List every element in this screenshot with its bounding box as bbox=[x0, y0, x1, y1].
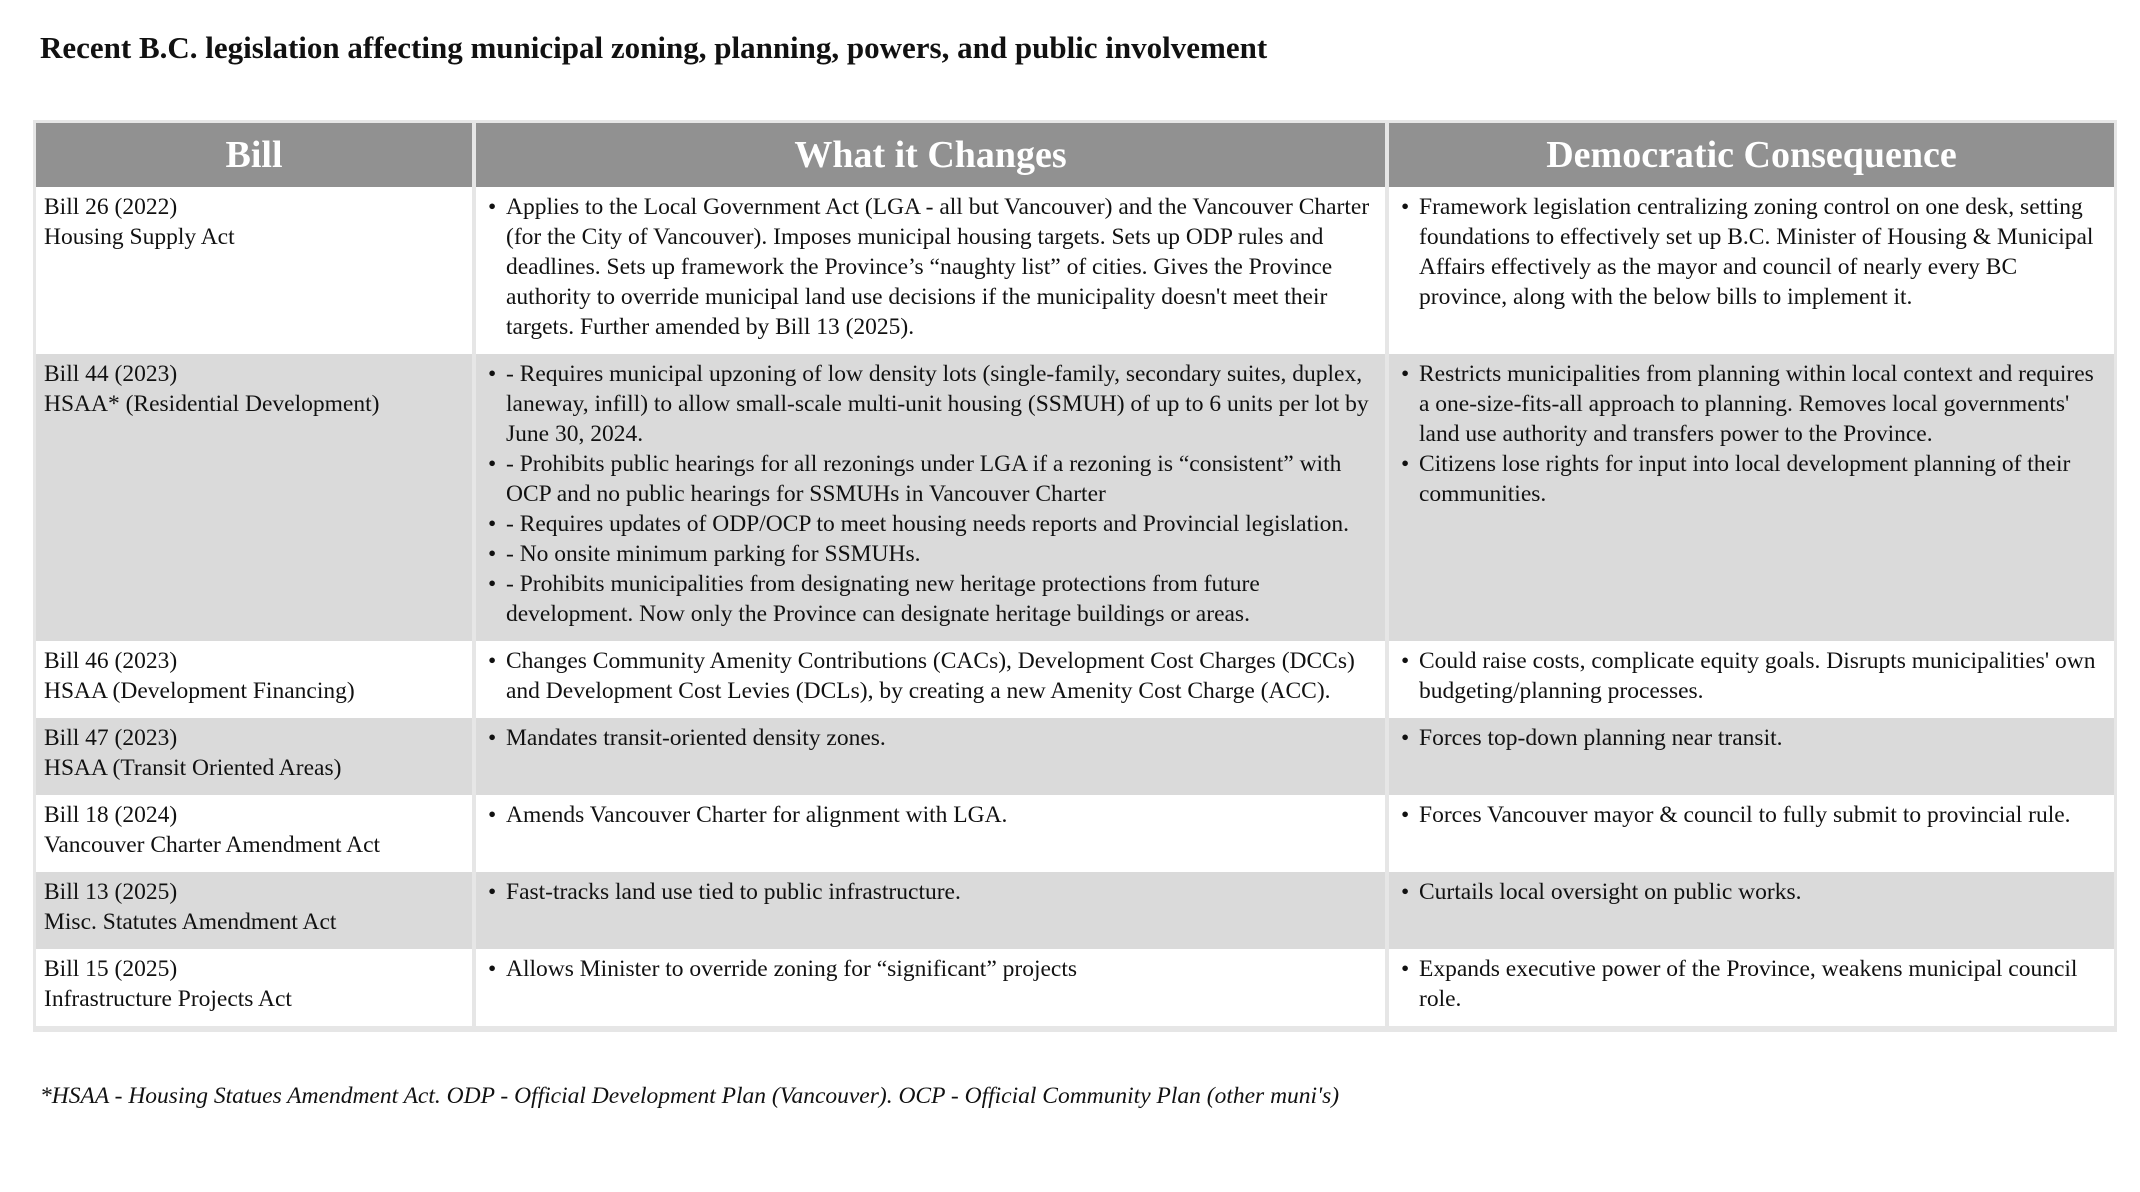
changes-cell bbox=[476, 641, 1389, 718]
change-bullet: • - Requires updates of ODP/OCP to meet housing needs reports and Provincial legislation. bbox=[484, 509, 1377, 539]
bill-number: Bill 15 (2025) bbox=[44, 956, 178, 982]
bill-name: HSAA (Development Financing) bbox=[44, 678, 355, 704]
changes-cell bbox=[476, 872, 1389, 949]
bill-name: Misc. Statutes Amendment Act bbox=[44, 909, 337, 935]
bill-cell bbox=[36, 641, 476, 718]
bill-name: Housing Supply Act bbox=[44, 224, 235, 250]
change-bullet: • - Prohibits municipalities from designating new heritage protections from future development. Now only the Province can designate heritage buildings or areas. bbox=[484, 569, 1377, 629]
change-bullet: • Allows Minister to override zoning for “significant” projects bbox=[484, 954, 1377, 984]
consequence-cell bbox=[1389, 949, 2114, 1029]
table-row bbox=[36, 795, 2114, 872]
consequence-cell bbox=[1389, 641, 2114, 718]
column-header-bill: Bill bbox=[36, 123, 476, 187]
change-bullet: • Mandates transit-oriented density zones. bbox=[484, 723, 1377, 753]
consequence-cell-list bbox=[1397, 800, 2106, 830]
table-row bbox=[36, 641, 2114, 718]
table-row bbox=[36, 187, 2114, 354]
consequence-cell-list bbox=[1397, 877, 2106, 907]
bill-number: Bill 13 (2025) bbox=[44, 879, 178, 905]
legislation-table bbox=[33, 120, 2117, 1032]
consequence-bullet: • Forces Vancouver mayor & council to fully submit to provincial rule. bbox=[1397, 800, 2106, 830]
bill-number: Bill 18 (2024) bbox=[44, 802, 178, 828]
column-header-what-it-changes: What it Changes bbox=[476, 123, 1389, 187]
consequence-bullet: • Expands executive power of the Province, weakens municipal council role. bbox=[1397, 954, 2106, 1014]
bill-cell bbox=[36, 949, 476, 1029]
consequence-cell bbox=[1389, 718, 2114, 795]
consequence-bullet: • Curtails local oversight on public works. bbox=[1397, 877, 2106, 907]
table-row bbox=[36, 718, 2114, 795]
changes-cell bbox=[476, 949, 1389, 1029]
changes-cell-list bbox=[484, 192, 1377, 342]
consequence-bullet: • Forces top-down planning near transit. bbox=[1397, 723, 2106, 753]
consequence-cell-list bbox=[1397, 723, 2106, 753]
bill-cell bbox=[36, 354, 476, 641]
consequence-bullet: • Restricts municipalities from planning within local context and requires a one-size-fits-all approach to planning. Removes local governments' land use authority and transfers power to the Province. bbox=[1397, 359, 2106, 449]
page-title: Recent B.C. legislation affecting municipal zoning, planning, powers, and public involvement bbox=[40, 30, 1268, 65]
changes-cell bbox=[476, 795, 1389, 872]
consequence-bullet: • Could raise costs, complicate equity goals. Disrupts municipalities' own budgeting/planning processes. bbox=[1397, 646, 2106, 706]
consequence-bullet: • Framework legislation centralizing zoning control on one desk, setting foundations to effectively set up B.C. Minister of Housing & Municipal Affairs effectively as the mayor and council of nearly every BC province, along with the below bills to implement it. bbox=[1397, 192, 2106, 312]
consequence-cell-list bbox=[1397, 646, 2106, 706]
change-bullet: • - Prohibits public hearings for all rezonings under LGA if a rezoning is “consistent” with OCP and no public hearings for SSMUHs in Vancouver Charter bbox=[484, 449, 1377, 509]
consequence-bullet: • Citizens lose rights for input into local development planning of their communities. bbox=[1397, 449, 2106, 509]
bill-number: Bill 44 (2023) bbox=[44, 361, 178, 387]
consequence-cell bbox=[1389, 872, 2114, 949]
consequence-cell bbox=[1389, 795, 2114, 872]
header-row bbox=[36, 123, 2114, 187]
change-bullet: • Fast-tracks land use tied to public infrastructure. bbox=[484, 877, 1377, 907]
change-bullet: • Changes Community Amenity Contributions (CACs), Development Cost Charges (DCCs) and Development Cost Levies (DCLs), by creating a new Amenity Cost Charge (ACC). bbox=[484, 646, 1377, 706]
changes-cell bbox=[476, 187, 1389, 354]
consequence-cell bbox=[1389, 187, 2114, 354]
bill-name: Vancouver Charter Amendment Act bbox=[44, 832, 381, 858]
consequence-cell-list bbox=[1397, 359, 2106, 509]
change-bullet: • - Requires municipal upzoning of low density lots (single-family, secondary suites, duplex, laneway, infill) to allow small-scale multi-unit housing (SSMUH) of up to 6 units per lot by June 30, 2024. bbox=[484, 359, 1377, 449]
changes-cell-list bbox=[484, 646, 1377, 706]
consequence-cell-list bbox=[1397, 954, 2106, 1014]
change-bullet: • - No onsite minimum parking for SSMUHs. bbox=[484, 539, 1377, 569]
table-row bbox=[36, 354, 2114, 641]
table-row bbox=[36, 872, 2114, 949]
column-header-democratic-consequence: Democratic Consequence bbox=[1389, 123, 2114, 187]
bill-name: HSAA (Transit Oriented Areas) bbox=[44, 755, 342, 781]
bill-number: Bill 26 (2022) bbox=[44, 194, 178, 220]
bill-number: Bill 46 (2023) bbox=[44, 648, 178, 674]
table-header bbox=[36, 123, 2114, 187]
change-bullet: • Amends Vancouver Charter for alignment with LGA. bbox=[484, 800, 1377, 830]
changes-cell-list bbox=[484, 723, 1377, 753]
consequence-cell-list bbox=[1397, 192, 2106, 312]
bill-number: Bill 47 (2023) bbox=[44, 725, 178, 751]
footnote: *HSAA - Housing Statues Amendment Act. ODP - Official Development Plan (Vancouver). OCP - Official Community Plan (other muni's) bbox=[40, 1083, 1340, 1109]
bill-cell bbox=[36, 187, 476, 354]
change-bullet: • Applies to the Local Government Act (LGA - all but Vancouver) and the Vancouver Charter (for the City of Vancouver). Imposes municipal housing targets. Sets up ODP rules and deadlines. Sets up framework the Province’s “naughty list” of cities. Gives the Province authority to override municipal land use decisions if the municipality doesn't meet their targets. Further amended by Bill 13 (2025). bbox=[484, 192, 1377, 342]
consequence-cell bbox=[1389, 354, 2114, 641]
changes-cell-list bbox=[484, 954, 1377, 984]
bill-name: HSAA* (Residential Development) bbox=[44, 391, 380, 417]
bill-cell bbox=[36, 718, 476, 795]
changes-cell bbox=[476, 718, 1389, 795]
changes-cell-list bbox=[484, 359, 1377, 629]
changes-cell-list bbox=[484, 800, 1377, 830]
changes-cell bbox=[476, 354, 1389, 641]
table-body bbox=[36, 187, 2114, 1029]
bill-name: Infrastructure Projects Act bbox=[44, 986, 292, 1012]
changes-cell-list bbox=[484, 877, 1377, 907]
table-row bbox=[36, 949, 2114, 1029]
bill-cell bbox=[36, 872, 476, 949]
bill-cell bbox=[36, 795, 476, 872]
